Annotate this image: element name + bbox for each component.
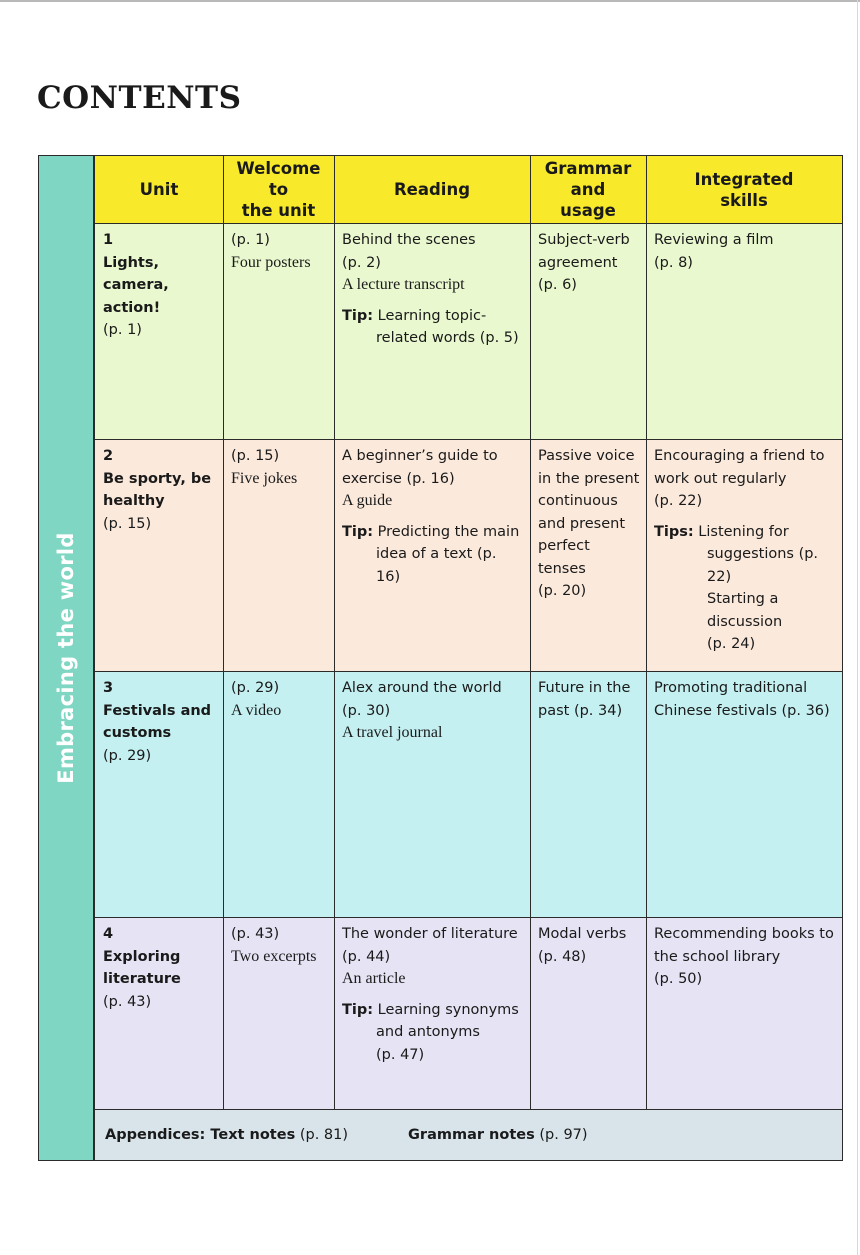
integrated-cell: Reviewing a film (p. 8) (654, 232, 774, 271)
unit-row-2 (95, 439, 842, 671)
contents-table (94, 155, 843, 1161)
welcome-cell: (p. 15) Five jokes (231, 448, 298, 487)
header-welcome: Welcome to the unit (236, 159, 321, 220)
right-rule (857, 0, 858, 1255)
tips: Tips: Listening for suggestions (p. 22) Starting a discussion (p. 24) (654, 523, 819, 652)
appendices-row (95, 1109, 842, 1160)
appendices-grammar-notes: Grammar notes (p. 97) (408, 1126, 588, 1143)
integrated-cell: Recommending books to the school library (p. 50) (654, 926, 834, 987)
tip: Tip: Learning topic- related words (p. 5) (342, 307, 519, 346)
header-unit: Unit (139, 180, 179, 199)
header-reading: Reading (393, 180, 471, 199)
grammar-cell: Subject-verb agreement (p. 6) (538, 232, 630, 293)
unit-row-1 (95, 223, 842, 439)
reading-cell: A beginner’s guide to exercise (p. 16) A guide Tip: Predicting the main idea of a text (p. 16) (334, 439, 530, 671)
unit-row-4 (95, 917, 842, 1109)
theme-label: Embracing the world (54, 532, 78, 784)
reading-cell: The wonder of literature (p. 44) An article Tip: Learning synonyms and antonyms (p. 47) (334, 917, 530, 1109)
grammar-cell: Modal verbs (p. 48) (538, 926, 627, 965)
column-divider (223, 156, 224, 1109)
row-divider (95, 671, 842, 672)
reading-cell: Alex around the world (p. 30) A travel journal (342, 680, 502, 741)
top-rule (0, 0, 860, 2)
header-grammar: Grammar and usage (544, 159, 632, 220)
row-divider (95, 439, 842, 440)
unit-cell: 3 Festivals and customs (p. 29) (103, 680, 212, 764)
grammar-cell: Future in the past (p. 34) (538, 680, 631, 719)
welcome-cell: (p. 29) A video (231, 680, 282, 719)
integrated-cell: Encouraging a friend to work out regularly (p. 22) Tips: Listening for suggestions (p. 22) Starting a discussion (p. 24) (646, 439, 842, 671)
column-divider (646, 156, 647, 1109)
unit-row-3 (95, 671, 842, 917)
integrated-cell: Promoting traditional Chinese festivals (p. 36) (654, 680, 830, 719)
row-divider (95, 223, 842, 224)
welcome-cell: (p. 1) Four posters (231, 232, 311, 271)
column-divider (334, 156, 335, 1109)
grammar-cell: Passive voice in the present continuous and present perfect tenses (p. 20) (538, 448, 640, 599)
unit-cell: 1 Lights, camera, action! (p. 1) (103, 232, 169, 338)
header-integrated: Integrated skills (694, 169, 794, 210)
header-row (95, 156, 842, 223)
appendices-text-notes: Appendices: Text notes (p. 81) (105, 1126, 349, 1143)
unit-cell: 2 Be sporty, be healthy (p. 15) (103, 448, 212, 532)
tip: Tip: Predicting the main idea of a text (p. 16) (342, 523, 520, 585)
row-divider (95, 1109, 842, 1110)
row-divider (95, 917, 842, 918)
reading-cell: Behind the scenes (p. 2) A lecture transcript Tip: Learning topic- related words (p. 5) (334, 223, 530, 439)
unit-cell: 4 Exploring literature (p. 43) (103, 926, 181, 1010)
column-divider (530, 156, 531, 1109)
theme-sidebar (38, 155, 94, 1161)
page-title: CONTENTS (37, 80, 242, 116)
tip: Tip: Learning synonyms and antonyms (p. 47) (342, 1001, 519, 1063)
welcome-cell: (p. 43) Two excerpts (231, 926, 317, 965)
